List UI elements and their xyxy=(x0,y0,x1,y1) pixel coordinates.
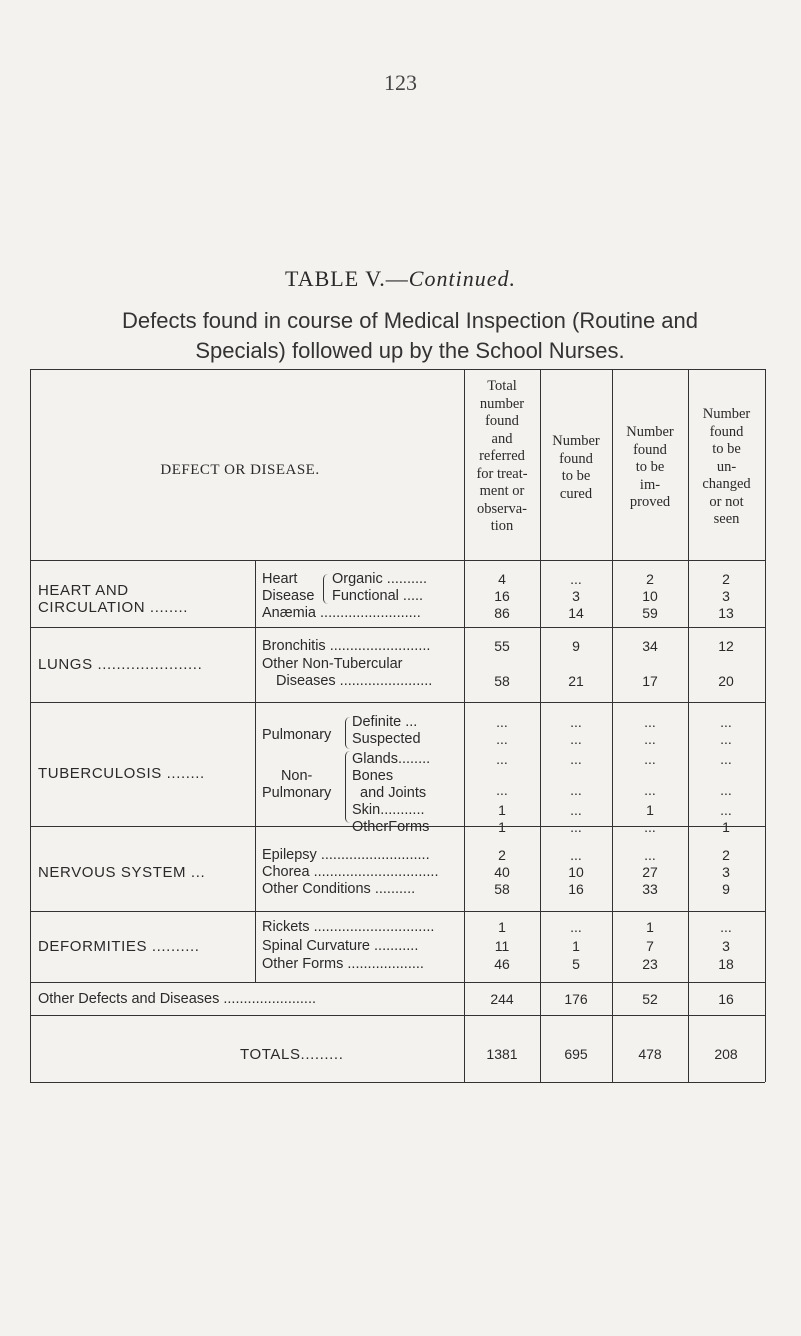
value-cell: 59 xyxy=(642,605,658,621)
row-label-definite: Definite ... xyxy=(352,714,418,730)
value-cell: 3 xyxy=(722,864,730,880)
value-cell: ... xyxy=(720,782,732,798)
value-cell: ... xyxy=(720,731,732,747)
row-label-suspected: Suspected xyxy=(352,731,421,747)
header-unchanged: Number found to be un- changed or not seen xyxy=(702,406,751,527)
table-title-main: TABLE V.— xyxy=(285,266,409,291)
value-cell: 13 xyxy=(718,605,734,621)
value-cell: ... xyxy=(496,782,508,798)
value-cell: 58 xyxy=(494,881,510,897)
value-cell: 58 xyxy=(494,673,510,689)
row-label-chorea: Chorea ............................... xyxy=(262,864,439,880)
value-cell: 17 xyxy=(642,673,658,689)
value-cell: 18 xyxy=(718,956,734,972)
section-tb-label: TUBERCULOSIS ........ xyxy=(38,765,205,782)
value-cell: ... xyxy=(570,731,582,747)
value-cell: 46 xyxy=(494,956,510,972)
row-label-other-non-tubercular: Other Non-Tubercular Diseases ....................... xyxy=(262,656,433,689)
value-cell: 7 xyxy=(646,938,654,954)
caption-line-1: Defects found in course of Medical Inspection (Routine and xyxy=(122,308,698,333)
value-cell: 34 xyxy=(642,638,658,654)
value-cell: 10 xyxy=(642,588,658,604)
value-cell: 1 xyxy=(572,938,580,954)
row-label-bronchitis: Bronchitis ......................... xyxy=(262,638,431,654)
row-label-anaemia: Anæmia ......................... xyxy=(262,605,421,621)
value-cell: 3 xyxy=(722,588,730,604)
value-cell: 86 xyxy=(494,605,510,621)
rule-header-bottom xyxy=(30,560,765,561)
section-deformities-label: DEFORMITIES .......... xyxy=(38,938,200,955)
rule-other-bottom xyxy=(30,1015,765,1016)
row-label-heart-disease: Heart Disease xyxy=(262,571,315,604)
value-cell: 1 xyxy=(646,919,654,935)
value-cell: 21 xyxy=(568,673,584,689)
value-cell: ... xyxy=(644,782,656,798)
value-cell: 2 xyxy=(646,571,654,587)
section-lungs-label: LUNGS ...................... xyxy=(38,656,203,673)
value-cell: 16 xyxy=(568,881,584,897)
header-total-found: Total number found and referred for treat- ment or observa- tion xyxy=(476,378,528,534)
value-cell: 1 xyxy=(722,819,730,835)
value-cell: ... xyxy=(720,802,732,818)
row-label-rickets: Rickets .............................. xyxy=(262,919,435,935)
value-cell: ... xyxy=(496,731,508,747)
value-cell: 1 xyxy=(498,919,506,935)
section-nervous-label: NERVOUS SYSTEM ... xyxy=(38,864,206,881)
value-cell: 11 xyxy=(494,938,510,954)
row-label-other-defects: Other Defects and Diseases ....................... xyxy=(38,991,317,1007)
value-cell: ... xyxy=(496,751,508,767)
value-cell: 12 xyxy=(718,638,734,654)
value-cell: ... xyxy=(644,714,656,730)
value-cell: ... xyxy=(720,714,732,730)
row-label-skin: Skin........... xyxy=(352,802,425,818)
value-cell: 244 xyxy=(490,991,514,1007)
header-improved: Number found to be im- proved xyxy=(626,424,674,510)
value-cell: 16 xyxy=(718,991,734,1007)
rule-heart-bottom xyxy=(30,627,765,628)
value-cell: ... xyxy=(570,751,582,767)
rule-bottom xyxy=(30,1082,765,1083)
row-label-other-conditions: Other Conditions .......... xyxy=(262,881,416,897)
rule-lungs-bottom xyxy=(30,702,765,703)
row-label-epilepsy: Epilepsy ........................... xyxy=(262,847,430,863)
rule-top xyxy=(30,369,765,370)
value-cell: ... xyxy=(570,802,582,818)
value-cell: 16 xyxy=(494,588,510,604)
value-cell: ... xyxy=(720,751,732,767)
value-cell: 2 xyxy=(722,571,730,587)
value-cell: ... xyxy=(720,919,732,935)
value-cell: 3 xyxy=(572,588,580,604)
value-cell: 20 xyxy=(718,673,734,689)
section-heart-label: HEART AND CIRCULATION ........ xyxy=(38,582,189,616)
row-label-other-forms-tb: OtherForms xyxy=(352,819,430,835)
row-label-functional: Functional ..... xyxy=(332,588,424,604)
table-title-italic: Continued. xyxy=(408,266,516,291)
value-cell: 176 xyxy=(564,991,588,1007)
value-cell: ... xyxy=(570,782,582,798)
row-label-glands: Glands........ xyxy=(352,751,431,767)
value-cell: 1 xyxy=(498,802,506,818)
value-cell: ... xyxy=(570,571,582,587)
caption-line-2: Specials) followed up by the School Nurses. xyxy=(195,338,625,363)
value-cell: ... xyxy=(644,819,656,835)
row-label-organic: Organic .......... xyxy=(332,571,428,587)
value-cell: 14 xyxy=(568,605,584,621)
value-cell: 5 xyxy=(572,956,580,972)
value-cell: 695 xyxy=(564,1046,588,1062)
value-cell: 9 xyxy=(722,881,730,897)
value-cell: 1381 xyxy=(486,1046,518,1062)
brace-pulmonary xyxy=(345,717,351,749)
rule-nervous-bottom xyxy=(30,911,765,912)
value-cell: 9 xyxy=(572,638,580,654)
value-cell: ... xyxy=(570,714,582,730)
row-label-totals: TOTALS......... xyxy=(240,1046,344,1063)
value-cell: 1 xyxy=(646,802,654,818)
value-cell: 208 xyxy=(714,1046,738,1062)
value-cell: 40 xyxy=(494,864,510,880)
brace-non-pulmonary xyxy=(345,751,351,823)
rule-section-divider xyxy=(255,560,256,982)
value-cell: ... xyxy=(570,919,582,935)
value-cell: 10 xyxy=(568,864,584,880)
value-cell: ... xyxy=(570,847,582,863)
header-cured: Number found to be cured xyxy=(552,433,600,502)
value-cell: ... xyxy=(570,819,582,835)
value-cell: 52 xyxy=(642,991,658,1007)
value-cell: ... xyxy=(496,714,508,730)
value-cell: 55 xyxy=(494,638,510,654)
row-label-bones-joints: Bones and Joints xyxy=(352,768,427,801)
header-defect: DEFECT OR DISEASE. xyxy=(160,462,320,478)
value-cell: ... xyxy=(644,847,656,863)
value-cell: 478 xyxy=(638,1046,662,1062)
tb-pulmonary-label: Pulmonary xyxy=(262,727,332,743)
rule-right xyxy=(765,369,766,1082)
tb-non-pulmonary-label: Non- Pulmonary xyxy=(262,768,332,801)
value-cell: 2 xyxy=(498,847,506,863)
row-label-spinal-curvature: Spinal Curvature ........... xyxy=(262,938,419,954)
value-cell: ... xyxy=(644,751,656,767)
value-cell: 4 xyxy=(498,571,506,587)
row-label-other-forms: Other Forms ................... xyxy=(262,956,424,972)
value-cell: 2 xyxy=(722,847,730,863)
value-cell: 33 xyxy=(642,881,658,897)
brace-heart xyxy=(323,574,329,604)
page-number: 123 xyxy=(384,70,417,95)
value-cell: ... xyxy=(644,731,656,747)
value-cell: 27 xyxy=(642,864,658,880)
value-cell: 1 xyxy=(498,819,506,835)
value-cell: 23 xyxy=(642,956,658,972)
rule-deformities-bottom xyxy=(30,982,765,983)
value-cell: 3 xyxy=(722,938,730,954)
